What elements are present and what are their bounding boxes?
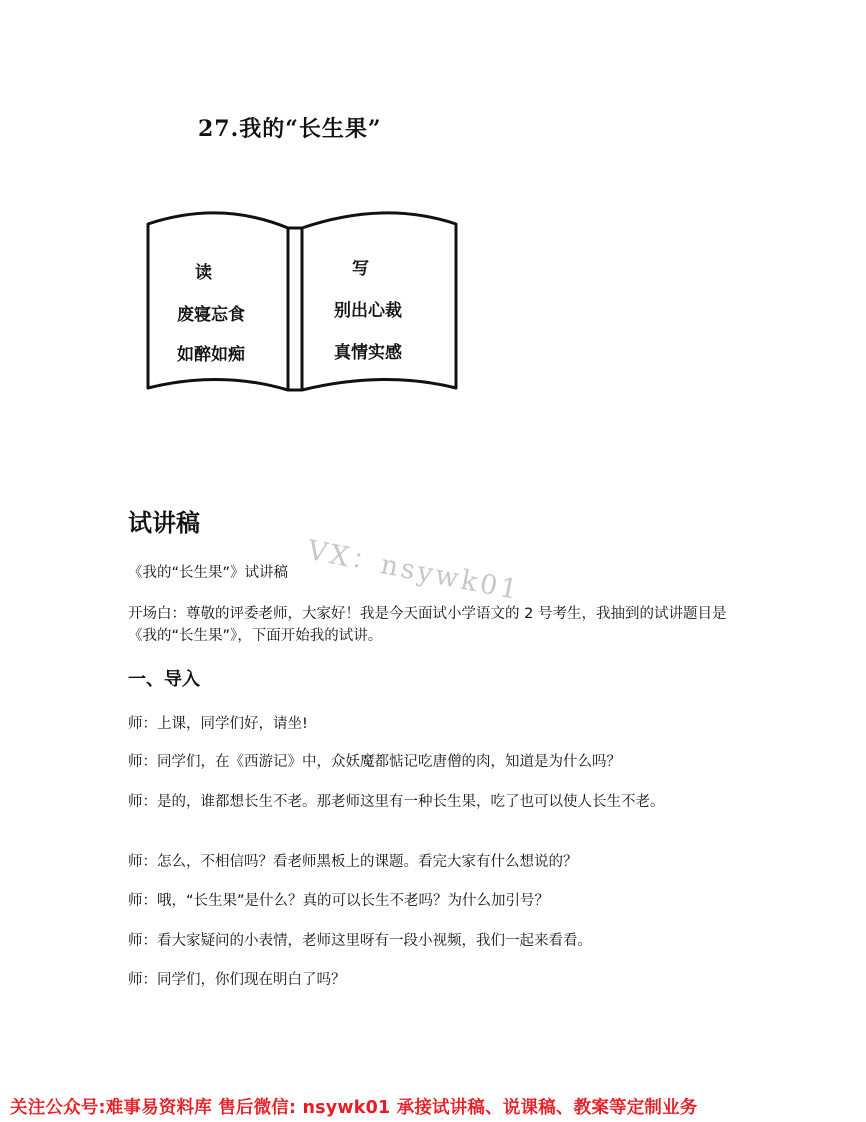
dialogue-line: 师：看大家疑问的小表情，老师这里呀有一段小视频，我们一起来看看。 <box>128 933 592 949</box>
footer-banner: 关注公众号:难事易资料库 售后微信: nsywk01 承接试讲稿、说课稿、教案等定制业务 <box>10 1098 698 1118</box>
dialogue-line: 师：哦，“长生果”是什么？真的可以长生不老吗？为什么加引号？ <box>128 893 550 909</box>
dialogue-line: 师：上课，同学们好，请坐! <box>128 716 308 732</box>
book-diagram <box>140 206 464 398</box>
part-heading: 一、导入 <box>128 669 200 690</box>
book-right-line-1: 别出心裁 <box>334 301 402 321</box>
dialogue-line: 师：同学们，在《西游记》中，众妖魔都惦记吃唐僧的肉，知道是为什么吗？ <box>128 754 621 770</box>
watermark: VX：nsywk01 <box>304 534 523 607</box>
book-right-line-2: 真情实感 <box>334 343 402 363</box>
lesson-title: 27.我的“长生果” <box>198 116 382 142</box>
subtitle: 《我的“长生果”》试讲稿 <box>128 565 289 581</box>
dialogue-line: 师：同学们，你们现在明白了吗？ <box>128 972 346 988</box>
book-left-line-2: 如醉如痴 <box>177 345 245 365</box>
opening-paragraph: 开场白：尊敬的评委老师，大家好！我是今天面试小学语文的 2 号考生，我抽到的试讲题目是《我的“长生果”》，下面开始我的试讲。 <box>128 606 727 644</box>
book-left-line-1: 废寝忘食 <box>177 305 245 325</box>
dialogue-line: 师：是的，谁都想长生不老。那老师这里有一种长生果，吃了也可以使人长生不老。 <box>128 794 665 810</box>
section-heading: 试讲稿 <box>128 509 200 537</box>
book-right-heading: 写 <box>352 259 369 279</box>
dialogue-line: 师：怎么，不相信吗？看老师黑板上的课题。看完大家有什么想说的？ <box>128 854 578 870</box>
book-left-heading: 读 <box>195 263 212 283</box>
